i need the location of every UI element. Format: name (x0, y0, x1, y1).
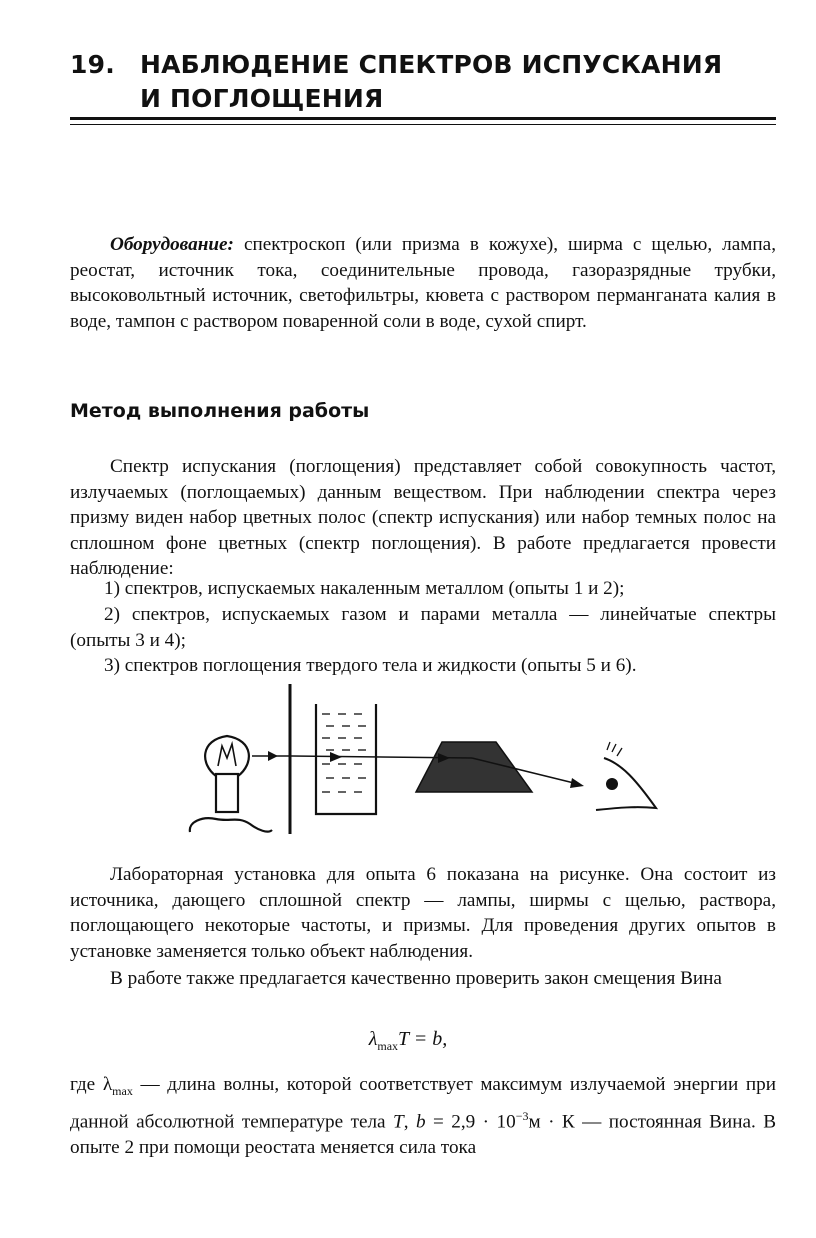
chapter-title-line1: НАБЛЮДЕНИЕ СПЕКТРОВ ИСПУСКАНИЯ (140, 50, 723, 79)
explanation-part-2: — длина волны, которой соответствует максимум излучаемой энергии при данной абсолютной температуре тела (70, 1074, 776, 1133)
list-item-2: 2) спектров, испускаемых газом и парами металла — линейчатые спектры (опыты 3 и 4); (70, 604, 776, 651)
equipment-text: спектроскоп (или призма в кожухе), ширма с щелью, лампа, реостат, источник тока, соединительные провода, газоразрядные трубки, высоковольтный источник, светофильтры, кювета с раствором перманганата калия в воде, тампон с раствором поваренной соли в воде, сухой спирт. (70, 234, 776, 332)
chapter-title (70, 48, 722, 116)
wien-formula (0, 1028, 816, 1054)
equipment-label: Оборудование: (110, 234, 234, 255)
equipment-paragraph (70, 232, 776, 334)
formula-sub: max (377, 1039, 399, 1053)
title-rule-thick (70, 117, 776, 120)
explanation-part-3: , (403, 1111, 416, 1133)
eye-outline (596, 758, 656, 810)
list-item-3: 3) спектров поглощения твердого тела и жидкости (опыты 5 и 6). (104, 655, 637, 676)
list-item-1: 1) спектров, испускаемых накаленным металлом (опыты 1 и 2); (104, 578, 625, 599)
explanation-part-4: = 2,9 · 10 (425, 1111, 516, 1133)
explanation-part-5: м · К — постоянная Вина. В опыте 2 при помощи реостата меняется сила тока (70, 1111, 777, 1159)
prism (416, 742, 532, 792)
method-intro-paragraph: Спектр испускания (поглощения) представляет собой совокупность частот, излучаемых (поглощаемых) данным веществом. При наблюдении спектра через призму виден набор цветных полос (спектр испускания) или набор темных полос на сплошном фоне цветных (спектр поглощения). В работе предлагается провести наблюдение: (70, 456, 776, 580)
formula-lambda: λ (368, 1028, 378, 1050)
eye-pupil (606, 778, 618, 790)
explanation-T: T (393, 1111, 404, 1133)
formula-rest: T = b, (398, 1028, 448, 1050)
arrow-head-2 (330, 752, 342, 762)
lamp-base (216, 774, 238, 812)
section-heading: Метод выполнения работы (70, 400, 370, 422)
explanation-paragraph (70, 1072, 776, 1161)
explanation-sub: max (112, 1083, 133, 1098)
title-rule-thin (70, 124, 776, 125)
explanation-b: b (415, 1111, 426, 1133)
setup-figure (180, 684, 680, 844)
explanation-part-1: где λ (70, 1074, 113, 1095)
setup-paragraph: Лабораторная установка для опыта 6 показана на рисунке. Она состоит из источника, дающего сплошной спектр — лампы, ширмы с щелью, раствора, поглощающего некоторые частоты, и призмы. Для проведения других опытов в установке заменяется только объект наблюдения. (70, 864, 776, 962)
wien-intro-paragraph: В работе также предлагается качественно проверить закон смещения Вина (110, 968, 722, 989)
chapter-number: 19. (70, 50, 115, 79)
explanation-exp: −3 (515, 1109, 529, 1124)
lamp-filament (218, 744, 236, 766)
arrow-head-4 (570, 778, 584, 788)
arrow-head-1 (268, 751, 278, 761)
chapter-title-line2: И ПОГЛОЩЕНИЯ (140, 84, 384, 113)
lamp-cord (190, 818, 272, 832)
cuvette (316, 704, 376, 814)
